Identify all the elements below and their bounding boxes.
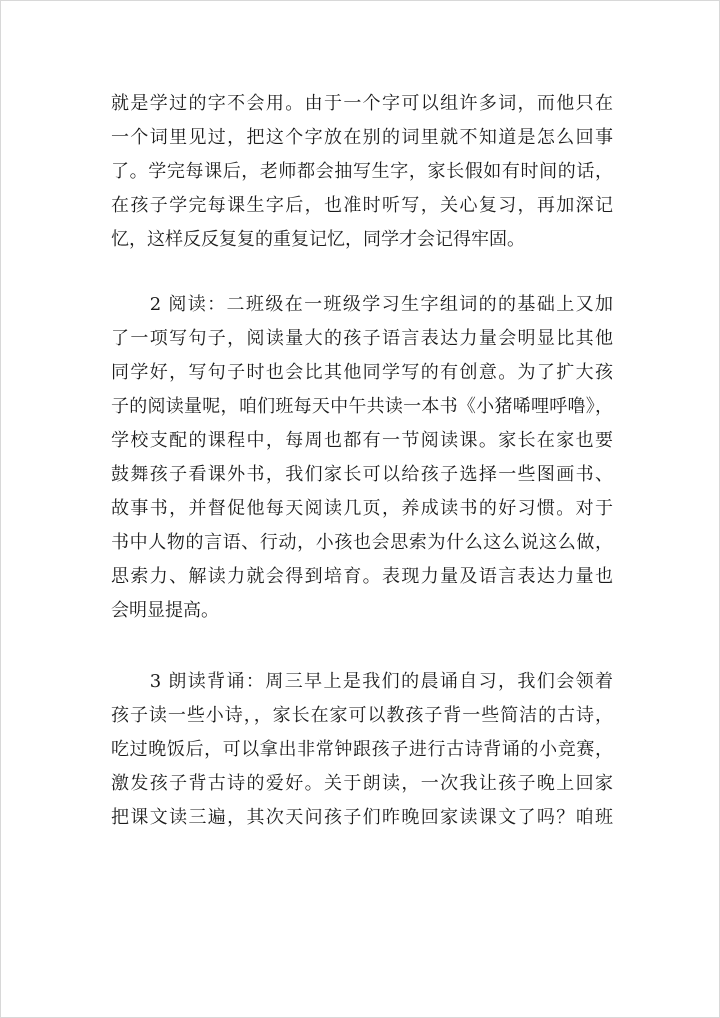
text-line: 3 朗读背诵：周三早上是我们的晨诵自习，我们会领着: [111, 671, 613, 692]
paragraph-1: [111, 87, 613, 257]
text-line: 把课文读三遍，其次天问孩子们昨晚回家读课文了吗？咱班: [111, 807, 613, 828]
document-body: [111, 87, 613, 835]
text-line: 孩子读一些小诗，，家长在家可以教孩子背一些简洁的古诗，: [111, 705, 613, 726]
text-line: 吃过晚饭后，可以拿出非常钟跟孩子进行古诗背诵的小竞赛，: [111, 739, 613, 760]
text-line: 书中人物的言语、行动，小孩也会思索为什么这么说这么做，: [111, 532, 613, 553]
text-line: 学校支配的课程中，每周也都有一节阅读课。家长在家也要: [111, 430, 613, 451]
text-line: 忆，这样反反复复的重复记忆，同学才会记得牢固。: [111, 229, 525, 250]
text-line: 了。学完每课后，老师都会抽写生字，家长假如有时间的话，: [111, 161, 613, 182]
text-line: 一个词里见过，把这个字放在别的词里就不知道是怎么回事: [111, 127, 613, 148]
paragraph-2: [111, 288, 613, 628]
paragraph-spacer: [111, 628, 613, 665]
text-line: 会明显提高。: [111, 600, 219, 621]
text-line: 了一项写句子，阅读量大的孩子语言表达力量会明显比其他: [111, 328, 613, 349]
paragraph-spacer: [111, 257, 613, 288]
text-line: 2 阅读：二班级在一班级学习生字组词的的基础上又加: [111, 294, 613, 315]
text-line: 就是学过的字不会用。由于一个字可以组许多词，而他只在: [111, 93, 613, 114]
text-line: 子的阅读量呢，咱们班每天中午共读一本书《小猪唏哩呼噜》，: [111, 396, 613, 417]
text-line: 鼓舞孩子看课外书，我们家长可以给孩子选择一些图画书、: [111, 464, 613, 485]
text-line: 同学好，写句子时也会比其他同学写的有创意。为了扩大孩: [111, 362, 613, 383]
text-line: 激发孩子背古诗的爱好。关于朗读，一次我让孩子晚上回家: [111, 773, 613, 794]
paragraph-3: [111, 665, 613, 835]
text-line: 在孩子学完每课生字后，也准时听写，关心复习，再加深记: [111, 195, 613, 216]
text-line: 故事书，并督促他每天阅读几页，养成读书的好习惯。对于: [111, 498, 613, 519]
text-line: 思索力、解读力就会得到培育。表现力量及语言表达力量也: [111, 566, 613, 587]
